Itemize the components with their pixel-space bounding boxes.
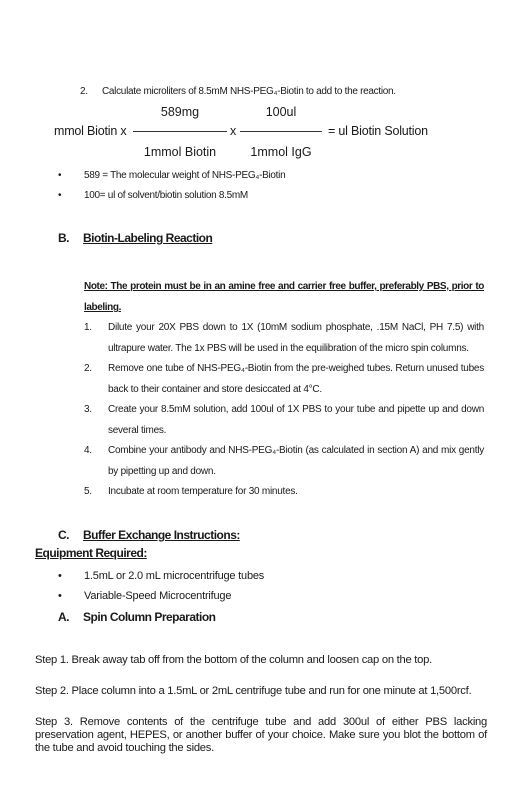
calc-step (80, 86, 396, 97)
spin-step: Step 3. Remove contents of the centrifuge tube and add 300ul of either PBS lacking preservation agent, HEPES, or another buffer of your choice. Make sure you blot the bottom of the tube and avoid touching the sides. (35, 716, 487, 754)
calc-step-text: Calculate microliters of 8.5mM NHS-PEG₄-Biotin to add to the reaction. (102, 86, 396, 97)
formula-note (58, 170, 285, 181)
section-c-heading (58, 528, 240, 542)
formula-note-text: 589 = The molecular weight of NHS-PEG₄-Biotin (84, 170, 286, 181)
fraction2-denominator: 1mmol IgG (250, 145, 312, 159)
spin-step: Step 2. Place column into a 1.5mL or 2mL centrifuge tube and run for one minute at 1,500rcf. (35, 685, 472, 697)
fraction2-bar (240, 131, 322, 132)
list-item (84, 359, 484, 400)
list-item (58, 586, 264, 606)
list-item-number: 2. (84, 363, 92, 374)
list-item-number: 3. (84, 404, 92, 415)
list-item (84, 441, 484, 482)
equipment-list (58, 566, 264, 606)
section-b-title: Biotin-Labeling Reaction (83, 231, 213, 245)
spin-column-letter: A. (58, 610, 69, 624)
section-b-heading (58, 231, 212, 245)
list-item (84, 482, 484, 503)
list-item-number: 1. (84, 322, 92, 333)
formula-lhs: mmol Biotin x (54, 124, 127, 138)
list-item-text: Variable-Speed Microcentrifuge (84, 590, 232, 602)
section-b-letter: B. (58, 231, 69, 245)
fraction2-numerator: 100ul (265, 105, 297, 119)
formula-times: x (230, 124, 237, 138)
bullet-icon: • (58, 590, 62, 602)
formula-rhs: = ul Biotin Solution (328, 124, 428, 138)
spin-column-heading (58, 610, 216, 624)
bullet-icon: • (58, 170, 62, 181)
list-item (58, 566, 264, 586)
section-c-letter: C. (58, 528, 69, 542)
bullet-icon: • (58, 570, 62, 582)
equipment-heading (35, 546, 147, 560)
calc-step-number: 2. (80, 86, 88, 97)
protein-buffer-note: Note: The protein must be in an amine free and carrier free buffer, preferably PBS, prior to labeling. (84, 281, 484, 313)
list-item (84, 318, 484, 359)
list-item-text: 1.5mL or 2.0 mL microcentrifuge tubes (84, 570, 265, 582)
bullet-icon: • (58, 190, 62, 201)
labeling-steps-list (84, 318, 484, 503)
list-item-number: 5. (84, 486, 92, 497)
list-item-text: Remove one tube of NHS-PEG₄-Biotin from the pre-weighed tubes. Return unused tubes back to their container and store desiccated at 4°C. (108, 363, 484, 395)
list-item-text: Combine your antibody and NHS-PEG₄-Biotin (as calculated in section A) and mix gently by pipetting up and down. (108, 445, 484, 477)
list-item-text: Incubate at room temperature for 30 minutes. (108, 486, 298, 497)
list-item-text: Dilute your 20X PBS down to 1X (10mM sodium phosphate, .15M NaCl, PH 7.5) with ultrapure water. The 1x PBS will be used in the equilibration of the micro spin columns. (108, 322, 484, 354)
fraction1-bar (133, 131, 227, 132)
list-item-text: Create your 8.5mM solution, add 100ul of 1X PBS to your tube and pipette up and down several times. (108, 404, 484, 436)
fraction1-denominator: 1mmol Biotin (143, 145, 217, 159)
formula-note (58, 190, 248, 201)
list-item (84, 400, 484, 441)
section-c-title: Buffer Exchange Instructions: (83, 528, 240, 542)
formula-note-text: 100= ul of solvent/biotin solution 8.5mM (84, 190, 248, 201)
spin-step: Step 1. Break away tab off from the bottom of the column and loosen cap on the top. (35, 654, 432, 666)
fraction1-numerator: 589mg (160, 105, 200, 119)
equipment-title: Equipment Required: (35, 546, 147, 560)
list-item-number: 4. (84, 445, 92, 456)
spin-column-title: Spin Column Preparation (83, 610, 216, 624)
